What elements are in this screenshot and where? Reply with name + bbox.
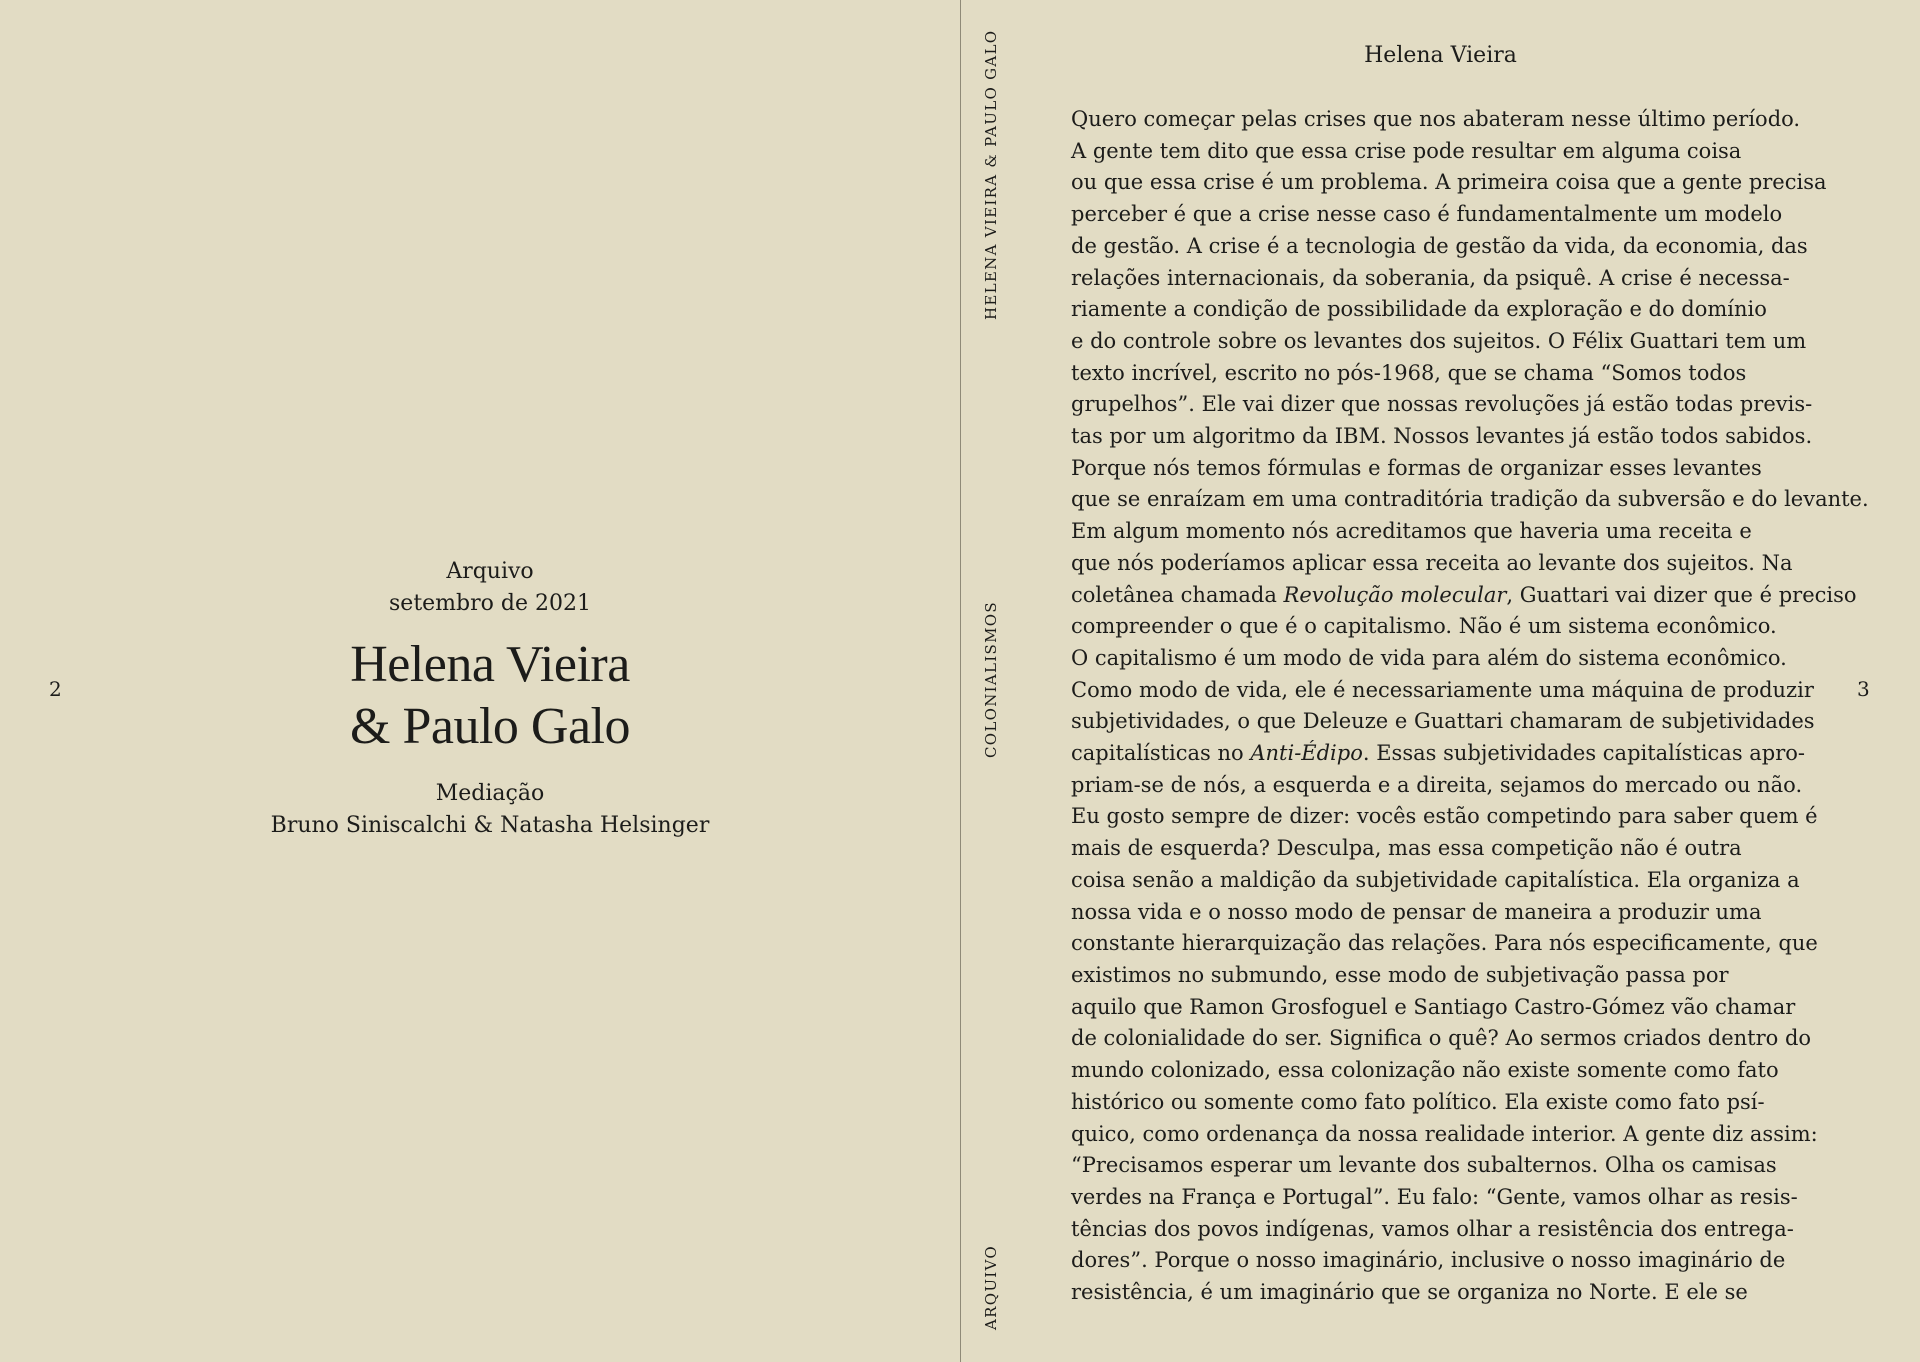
text-segment: nossa vida e o nosso modo de pensar de maneira a produzir uma: [1071, 899, 1762, 924]
body-line: [1071, 1150, 1841, 1182]
text-segment: Como modo de vida, ele é necessariamente uma máquina de produzir: [1071, 677, 1814, 702]
body-line: [1071, 928, 1841, 960]
text-segment: e do controle sobre os levantes dos sujeitos. O Félix Guattari tem um: [1071, 328, 1807, 353]
body-line: [1071, 484, 1869, 516]
body-line: [1071, 1023, 1841, 1055]
body-line: [1071, 992, 1841, 1024]
text-segment: “Precisamos esperar um levante dos subalternos. Olha os camisas: [1071, 1153, 1777, 1178]
body-line: [1071, 516, 1841, 548]
page-number-right: 3: [1857, 677, 1870, 701]
text-segment: verdes na França e Portugal”. Eu falo: “Gente, vamos olhar as resis-: [1071, 1184, 1798, 1209]
text-segment: grupelhos”. Ele vai dizer que nossas revoluções já estão todas previs-: [1071, 392, 1813, 417]
body-line: [1071, 675, 1841, 707]
text-segment: relações internacionais, da soberania, da psiquê. A crise é necessa-: [1071, 265, 1790, 290]
body-line: [1071, 801, 1841, 833]
text-segment: Eu gosto sempre de dizer: vocês estão competindo para saber quem é: [1071, 804, 1818, 829]
archive-label: Arquivo: [446, 559, 534, 584]
text-segment: . Essas subjetividades capitalísticas apro-: [1362, 741, 1806, 766]
title-block: [0, 556, 980, 842]
body-line: [1071, 1055, 1841, 1087]
title-line-2: & Paulo Galo: [350, 698, 630, 755]
italic-title: Revolução molecular: [1283, 582, 1507, 607]
body-line: [1071, 706, 1841, 738]
text-segment: coletânea chamada: [1071, 582, 1284, 607]
body-line: [1071, 231, 1841, 263]
text-segment: mais de esquerda? Desculpa, mas essa competição não é outra: [1071, 836, 1742, 861]
text-segment: ou que essa crise é um problema. A primeira coisa que a gente precisa: [1071, 170, 1827, 195]
text-segment: mundo colonizado, essa colonização não existe somente como fato: [1071, 1058, 1779, 1083]
text-segment: capitalísticas no: [1071, 741, 1251, 766]
text-segment: aquilo que Ramon Grosfoguel e Santiago Castro-Gómez vão chamar: [1071, 994, 1796, 1019]
title-line-1: Helena Vieira: [350, 636, 630, 693]
mediation-label: Mediação: [435, 781, 545, 806]
body-line: [1071, 865, 1841, 897]
page-title: [0, 634, 980, 758]
body-line: [1071, 199, 1841, 231]
running-head: Helena Vieira: [1364, 43, 1517, 68]
text-segment: priam-se de nós, a esquerda e a direita, sejamos do mercado ou não.: [1071, 772, 1803, 797]
text-segment: tas por um algoritmo da IBM. Nossos levantes já estão todos sabidos.: [1071, 424, 1813, 449]
spine-series-label: COLONIALISMOS: [982, 601, 1000, 758]
page-number-left: 2: [49, 677, 62, 701]
body-line: [1071, 960, 1841, 992]
text-segment: de gestão. A crise é a tecnologia de gestão da vida, da economia, das: [1071, 233, 1808, 258]
spine-archive-label: ARQUIVO: [982, 1245, 1000, 1330]
body-line: [1071, 136, 1841, 168]
mediators: Bruno Siniscalchi & Natasha Helsinger: [270, 813, 710, 838]
text-segment: subjetividades, o que Deleuze e Guattari chamaram de subjetividades: [1071, 709, 1815, 734]
text-segment: texto incrível, escrito no pós-1968, que se chama “Somos todos: [1071, 360, 1747, 385]
text-segment: compreender o que é o capitalismo. Não é um sistema econômico.: [1071, 614, 1777, 639]
italic-title: Anti-Édipo: [1250, 741, 1363, 766]
body-line: [1071, 738, 1841, 770]
body-line: [1071, 104, 1841, 136]
text-segment: dores”. Porque o nosso imaginário, inclusive o nosso imaginário de: [1071, 1248, 1786, 1273]
body-line: [1071, 1087, 1841, 1119]
body-line: [1071, 294, 1841, 326]
text-segment: Quero começar pelas crises que nos abateram nesse último período.: [1071, 107, 1801, 131]
body-line: [1071, 580, 1857, 612]
body-line: [1071, 770, 1841, 802]
text-segment: que nós poderíamos aplicar essa receita ao levante dos sujeitos. Na: [1071, 550, 1793, 575]
body-line: [1071, 643, 1841, 675]
body-line: [1071, 421, 1841, 453]
body-line: [1071, 611, 1841, 643]
text-segment: que se enraízam em uma contraditória tradição da subversão e do levante.: [1071, 487, 1869, 512]
body-line: [1071, 1119, 1841, 1151]
right-page: [961, 0, 1920, 1362]
body-line: [1071, 263, 1841, 295]
text-segment: , Guattari vai dizer que é preciso: [1506, 582, 1857, 607]
body-line: [1071, 358, 1841, 390]
body-text: [1071, 104, 1869, 1309]
text-segment: coisa senão a maldição da subjetividade capitalística. Ela organiza a: [1071, 867, 1800, 892]
body-line: [1071, 833, 1841, 865]
text-segment: tências dos povos indígenas, vamos olhar a resistência dos entrega-: [1071, 1216, 1794, 1241]
text-segment: riamente a condição de possibilidade da exploração e do domínio: [1071, 297, 1767, 322]
text-segment: Em algum momento nós acreditamos que haveria uma receita e: [1071, 519, 1752, 544]
body-line: [1071, 326, 1841, 358]
body-line: [1071, 1214, 1841, 1246]
body-line: [1071, 897, 1841, 929]
date-label: setembro de 2021: [389, 591, 591, 616]
spine-authors-label: HELENA VIEIRA & PAULO GALO: [982, 29, 1000, 320]
text-segment: Porque nós temos fórmulas e formas de organizar esses levantes: [1071, 455, 1762, 480]
text-segment: histórico ou somente como fato político. Ela existe como fato psí-: [1071, 1089, 1765, 1114]
body-line: [1071, 167, 1841, 199]
body-line: [1071, 389, 1841, 421]
text-segment: quico, como ordenança da nossa realidade interior. A gente diz assim:: [1071, 1121, 1818, 1146]
body-line: [1071, 1277, 1841, 1309]
text-segment: A gente tem dito que essa crise pode resultar em alguma coisa: [1071, 138, 1742, 163]
body-line: [1071, 1182, 1841, 1214]
body-line: [1071, 548, 1841, 580]
text-segment: O capitalismo é um modo de vida para além do sistema econômico.: [1071, 645, 1787, 670]
body-line: [1071, 1245, 1841, 1277]
text-segment: perceber é que a crise nesse caso é fundamentalmente um modelo: [1071, 202, 1783, 227]
body-line: [1071, 453, 1841, 485]
text-segment: constante hierarquização das relações. Para nós especificamente, que: [1071, 931, 1818, 956]
text-segment: resistência, é um imaginário que se organiza no Norte. E ele se: [1071, 1280, 1748, 1305]
text-segment: de colonialidade do ser. Significa o quê? Ao sermos criados dentro do: [1071, 1026, 1812, 1051]
text-segment: existimos no submundo, esse modo de subjetivação passa por: [1071, 962, 1729, 987]
